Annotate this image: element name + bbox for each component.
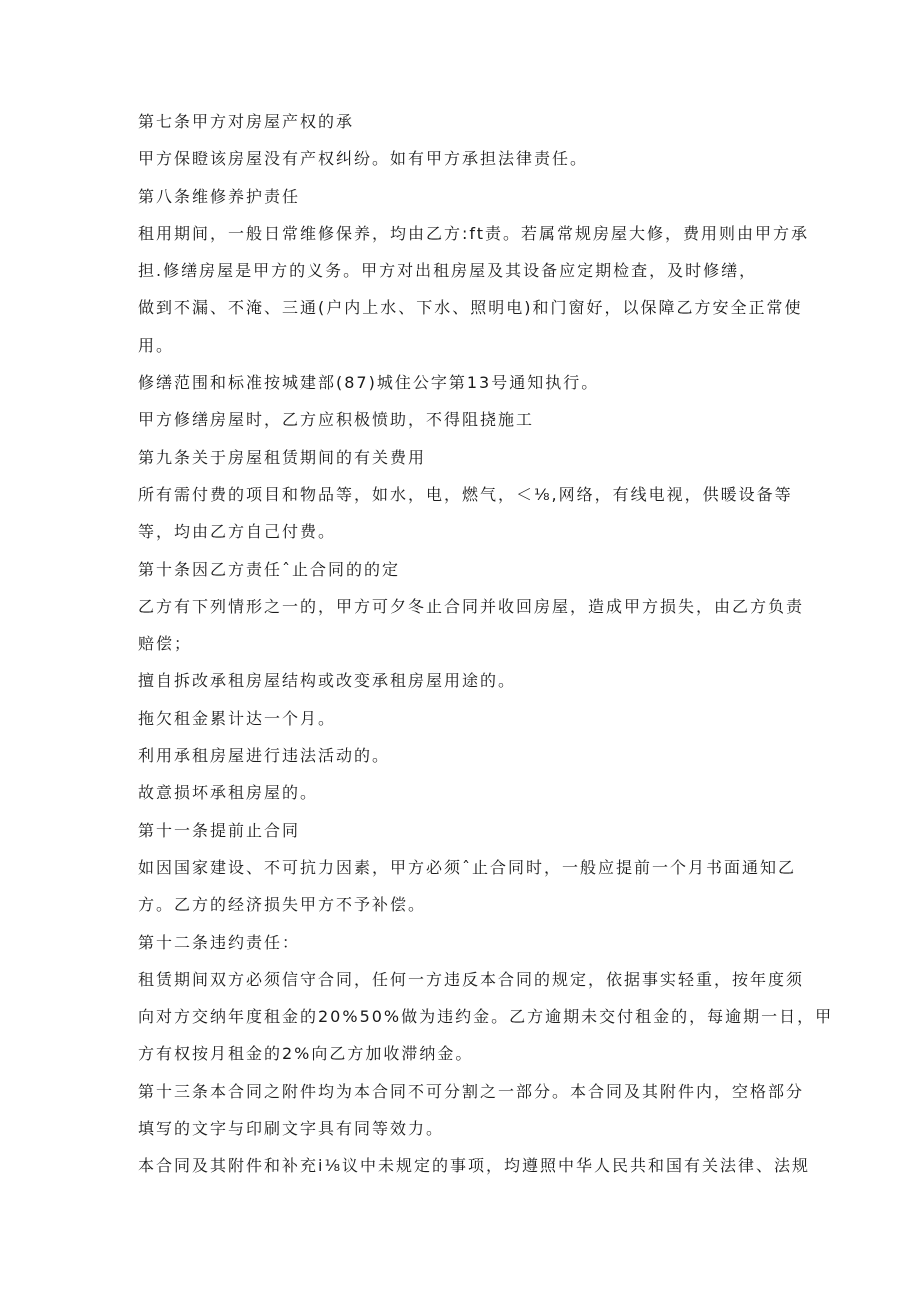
text-line: 租赁期间双方必须信守合同，任何一方违反本合同的规定，依据事实轻重，按年度须 — [138, 969, 805, 989]
list-item: 擅自拆改承租房屋结构或改变承租房屋用途的。 — [138, 671, 517, 691]
list-item: 利用承租房屋进行违法活动的。 — [138, 746, 391, 766]
article-12-heading: 第十二条违约责任： — [138, 932, 301, 952]
text-line: 甲方保瞪该房屋没有产权纠纷。如有甲方承担法律责任。 — [138, 149, 589, 169]
text-line: 赔偿； — [138, 634, 193, 654]
text-line: 本合同及其附件和补充i⅛议中未规定的事项，均遵照中华人民共和国有关法律、法规 — [138, 1156, 810, 1176]
text-line: 方。乙方的经济损失甲方不予补偿。 — [138, 895, 427, 915]
contract-body — [138, 112, 834, 1194]
list-item: 故意损坏承租房屋的。 — [138, 783, 319, 803]
article-7-heading: 第七条甲方对房屋产权的承 — [138, 112, 355, 131]
text-line: 乙方有下列情形之一的，甲方可夕冬止合同并收回房屋，造成甲方损失，由乙方负责 — [138, 596, 805, 616]
text-line: 甲方修缮房屋时，乙方应积极愤助，不得阻挠施工 — [138, 410, 535, 430]
article-9-heading: 第九条关于房屋租赁期间的有关费用 — [138, 447, 427, 467]
text-line: 做到不漏、不淹、三通(户内上水、下水、照明电)和门窗好，以保障乙方安全正常使 — [138, 298, 803, 318]
text-line: 担.修缮房屋是甲方的义务。甲方对出租房屋及其设备应定期检査，及时修缮， — [138, 261, 758, 281]
article-10-heading: 第十条因乙方责任ˆ止合同的的定 — [138, 559, 401, 579]
article-11-heading: 第十一条提前止合同 — [138, 820, 301, 840]
text-line: 修缮范围和标准按城建部(87)城住公字第13号通知执行。 — [138, 373, 600, 393]
text-line: 方有权按月租金的2%向乙方加收滞纳金。 — [138, 1044, 474, 1064]
text-line: 等，均由乙方自己付费。 — [138, 522, 337, 542]
text-line: 如因国家建设、不可抗力因素，甲方必须ˆ止合同时，一般应提前一个月书面通知乙 — [138, 857, 797, 877]
text-line: 所有需付费的项目和物品等，如水，电，燃气，＜⅛,网络，有线电视，供暖设备等 — [138, 484, 793, 504]
text-line: 租用期间，一般日常维修保养，均由乙方:ft责。若属常规房屋大修，费用则由甲方承 — [138, 223, 810, 243]
article-13-heading: 第十三条本合同之附件均为本合同不可分割之一部分。本合同及其附件内，空格部分 — [138, 1081, 805, 1101]
article-8-heading: 第八条维修养护责任 — [138, 186, 301, 206]
text-line: 用。 — [138, 335, 175, 355]
text-line: 向对方交纳年度租金的20%50%做为违约金。乙方逾期未交付租金的，每逾期一日，甲 — [138, 1007, 834, 1027]
list-item: 拖欠租金累计达一个月。 — [138, 708, 337, 728]
text-line: 填写的文字与印刷文字具有同等效力。 — [138, 1119, 445, 1139]
